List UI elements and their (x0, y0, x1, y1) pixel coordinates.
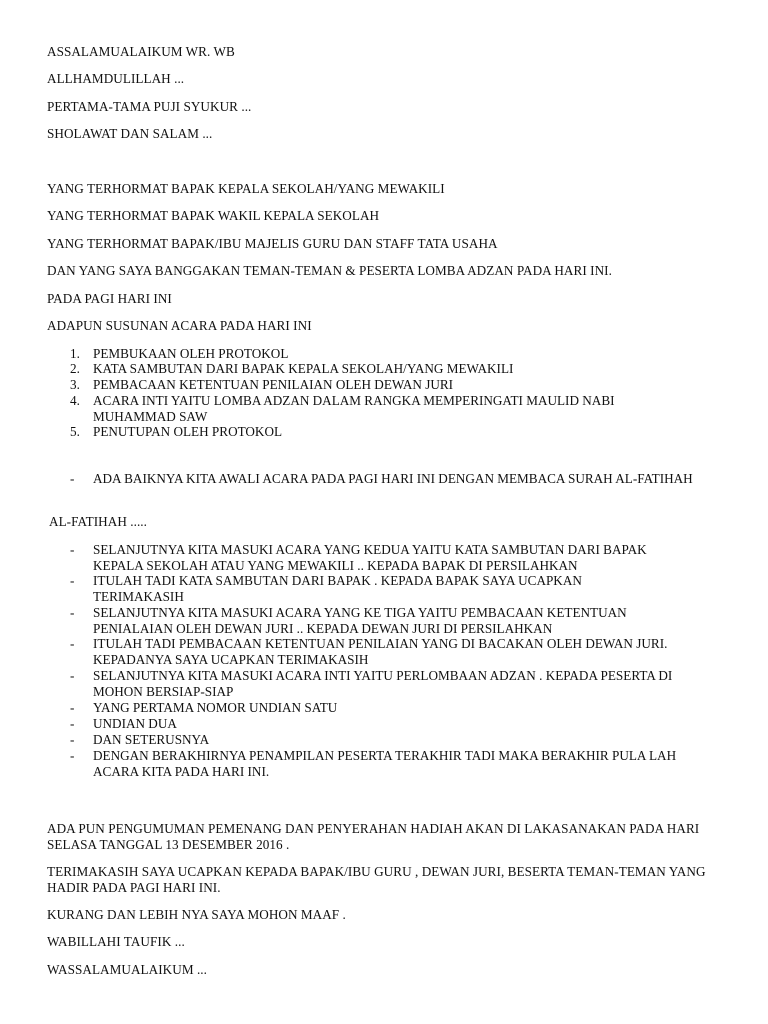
agenda-number: 4. (70, 393, 80, 408)
agenda-item (70, 361, 710, 377)
agenda-number: 5. (70, 424, 80, 439)
honorific-line: YANG TERHORMAT BAPAK KEPALA SEKOLAH/YANG MEWAKILI (47, 181, 445, 196)
agenda-item-text: PENUTUPAN OLEH PROTOKOL (93, 424, 283, 439)
thanks-paragraph: TERIMAKASIH SAYA UCAPKAN KEPADA BAPAK/IBU GURU , DEWAN JURI, BESERTA TEMAN-TEMAN YANG HADIR PADA PAGI HARI INI. (47, 864, 706, 895)
agenda-number: 3. (70, 377, 80, 392)
greeting-line: PERTAMA-TAMA PUJI SYUKUR ... (47, 99, 252, 114)
proceeding-text: YANG PERTAMA NOMOR UNDIAN SATU (93, 700, 338, 715)
agenda-item-text: PEMBUKAAN OLEH PROTOKOL (93, 346, 289, 361)
agenda-number: 1. (70, 346, 80, 361)
dash-marker: - (70, 668, 75, 683)
proceeding-item (70, 573, 662, 604)
agenda-item (70, 393, 670, 424)
agenda-number: 2. (70, 361, 80, 376)
agenda-item-text: KATA SAMBUTAN DARI BAPAK KEPALA SEKOLAH/YANG MEWAKILI (93, 361, 514, 376)
apology-line: KURANG DAN LEBIH NYA SAYA MOHON MAAF . (47, 907, 346, 922)
opening-instruction (70, 471, 695, 487)
proceeding-text: SELANJUTNYA KITA MASUKI ACARA YANG KEDUA YAITU KATA SAMBUTAN DARI BAPAK KEPALA SEKOLAH ATAU YANG MEWAKILI .. KEPADA BAPAK DI PERSILAHKAN (93, 542, 647, 573)
greeting-line: ASSALAMUALAIKUM WR. WB (47, 44, 235, 59)
dash-marker: - (70, 636, 75, 651)
proceeding-item (70, 748, 702, 779)
proceeding-text: ITULAH TADI KATA SAMBUTAN DARI BAPAK . KEPADA BAPAK SAYA UCAPKAN TERIMAKASIH (93, 573, 582, 604)
greeting-line: SHOLAWAT DAN SALAM ... (47, 126, 213, 141)
closing-line: WABILLAHI TAUFIK ... (47, 934, 185, 949)
al-fatihah-line: AL-FATIHAH ..... (49, 514, 147, 529)
agenda-item (70, 346, 710, 362)
honorific-line: DAN YANG SAYA BANGGAKAN TEMAN-TEMAN & PESERTA LOMBA ADZAN PADA HARI INI. (47, 263, 612, 278)
proceeding-item (70, 700, 710, 716)
dash-marker: - (70, 471, 75, 486)
closing-line: WASSALAMUALAIKUM ... (47, 962, 207, 977)
proceeding-text: SELANJUTNYA KITA MASUKI ACARA YANG KE TIGA YAITU PEMBACAAN KETENTUAN PENIALAIAN OLEH DEWAN JURI .. KEPADA DEWAN JURI DI PERSILAHKAN (93, 605, 627, 636)
proceeding-item (70, 605, 692, 636)
greeting-line: ALLHAMDULILLAH ... (47, 71, 185, 86)
dash-marker: - (70, 700, 75, 715)
dash-marker: - (70, 573, 75, 588)
dash-marker: - (70, 732, 75, 747)
dash-marker: - (70, 542, 75, 557)
dash-marker: - (70, 748, 75, 763)
proceeding-item (70, 636, 730, 667)
opening-instruction-text: ADA BAIKNYA KITA AWALI ACARA PADA PAGI HARI INI DENGAN MEMBACA SURAH AL-FATIHAH (93, 471, 693, 486)
honorific-line: YANG TERHORMAT BAPAK WAKIL KEPALA SEKOLAH (47, 208, 380, 223)
proceeding-item (70, 668, 725, 699)
agenda-intro: ADAPUN SUSUNAN ACARA PADA HARI INI (47, 318, 312, 333)
dash-marker: - (70, 605, 75, 620)
proceeding-item (70, 732, 710, 748)
announcement-paragraph: ADA PUN PENGUMUMAN PEMENANG DAN PENYERAHAN HADIAH AKAN DI LAKASANAKAN PADA HARI SELASA TANGGAL 13 DESEMBER 2016 . (47, 821, 700, 852)
proceeding-text: DAN SETERUSNYA (93, 732, 210, 747)
proceeding-item (70, 542, 692, 573)
proceeding-text: SELANJUTNYA KITA MASUKI ACARA INTI YAITU PERLOMBAAN ADZAN . KEPADA PESERTA DI MOHON BERSIAP-SIAP (93, 668, 673, 699)
agenda-item (70, 424, 710, 440)
agenda-item-text: PEMBACAAN KETENTUAN PENILAIAN OLEH DEWAN JURI (93, 377, 454, 392)
proceeding-text: DENGAN BERAKHIRNYA PENAMPILAN PESERTA TERAKHIR TADI MAKA BERAKHIR PULA LAH ACARA KITA PADA HARI INI. (93, 748, 677, 779)
proceeding-text: ITULAH TADI PEMBACAAN KETENTUAN PENILAIAN YANG DI BACAKAN OLEH DEWAN JURI. KEPADANYA SAYA UCAPKAN TERIMAKASIH (93, 636, 668, 667)
proceeding-text: UNDIAN DUA (93, 716, 177, 731)
honorific-line: PADA PAGI HARI INI (47, 291, 172, 306)
proceeding-item (70, 716, 710, 732)
agenda-item (70, 377, 710, 393)
dash-marker: - (70, 716, 75, 731)
agenda-item-text: ACARA INTI YAITU LOMBA ADZAN DALAM RANGKA MEMPERINGATI MAULID NABI MUHAMMAD SAW (93, 393, 615, 424)
honorific-line: YANG TERHORMAT BAPAK/IBU MAJELIS GURU DAN STAFF TATA USAHA (47, 236, 498, 251)
